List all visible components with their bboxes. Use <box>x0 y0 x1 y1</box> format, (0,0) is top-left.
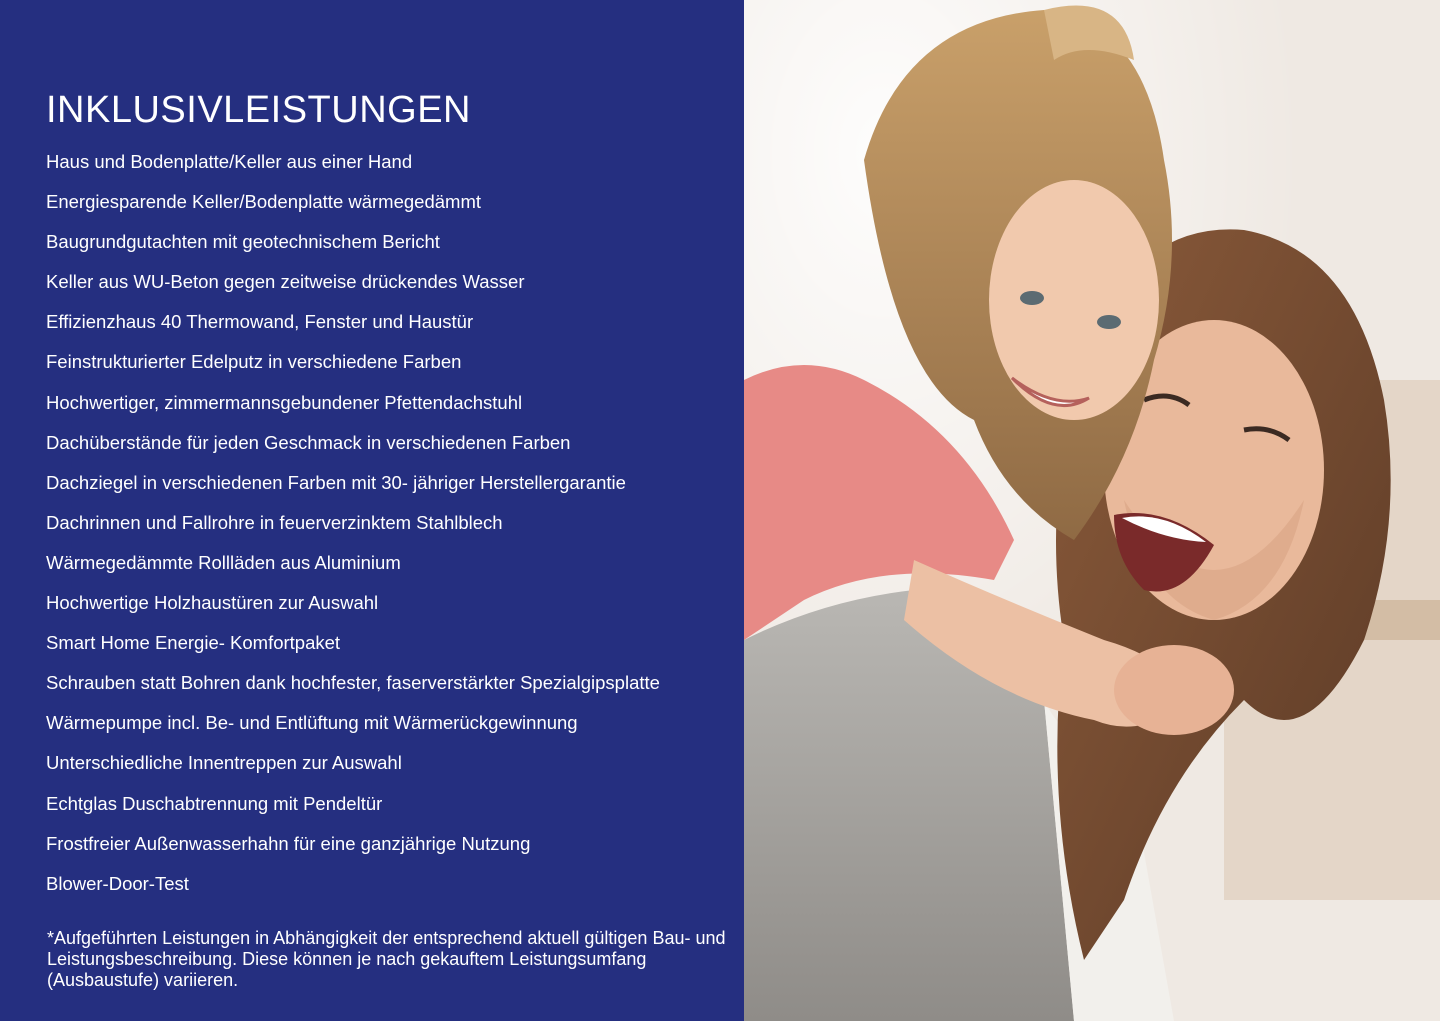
benefit-item: Keller aus WU-Beton gegen zeitweise drückendes Wasser <box>46 271 525 293</box>
benefits-list <box>46 150 744 912</box>
footnote: *Aufgeführten Leistungen in Abhängigkeit der entsprechend aktuell gültigen Bau- und Leistungsbeschreibung. Diese können je nach gekauftem Leistungsumfang (Ausbaustufe) variieren. <box>47 928 726 990</box>
benefit-item: Dachüberstände für jeden Geschmack in verschiedenen Farben <box>46 431 571 453</box>
photo-panel <box>744 0 1440 1021</box>
benefit-item: Hochwertige Holzhaustüren zur Auswahl <box>46 592 379 614</box>
benefit-item: Blower-Door-Test <box>46 872 189 894</box>
benefit-item: Smart Home Energie- Komfortpaket <box>46 632 341 654</box>
page-title: INKLUSIVLEISTUNGEN <box>46 89 471 131</box>
benefit-item: Energiesparende Keller/Bodenplatte wärmegedämmt <box>46 191 482 213</box>
benefit-item: Haus und Bodenplatte/Keller aus einer Hand <box>46 151 413 172</box>
benefit-item: Hochwertiger, zimmermannsgebundener Pfettendachstuhl <box>46 391 523 413</box>
benefit-item: Echtglas Duschabtrennung mit Pendeltür <box>46 792 383 814</box>
benefit-item: Unterschiedliche Innentreppen zur Auswahl <box>46 752 402 774</box>
benefit-item: Effizienzhaus 40 Thermowand, Fenster und Haustür <box>46 311 474 333</box>
benefit-item: Baugrundgutachten mit geotechnischem Bericht <box>46 231 440 253</box>
benefit-item: Dachrinnen und Fallrohre in feuerverzinktem Stahlblech <box>46 511 503 533</box>
benefit-item: Wärmegedämmte Rollläden aus Aluminium <box>46 551 401 573</box>
benefit-item: Feinstrukturierter Edelputz in verschiedene Farben <box>46 351 462 373</box>
mother-daughter-photo <box>744 0 1440 1021</box>
benefit-item: Schrauben statt Bohren dank hochfester, faserverstärkter Spezialgipsplatte <box>46 672 660 694</box>
benefit-item: Wärmepumpe incl. Be- und Entlüftung mit Wärmerückgewinnung <box>46 712 578 734</box>
benefit-item: Frostfreier Außenwasserhahn für eine ganzjährige Nutzung <box>46 832 531 854</box>
benefit-item: Dachziegel in verschiedenen Farben mit 30- jähriger Herstellergarantie <box>46 471 626 493</box>
